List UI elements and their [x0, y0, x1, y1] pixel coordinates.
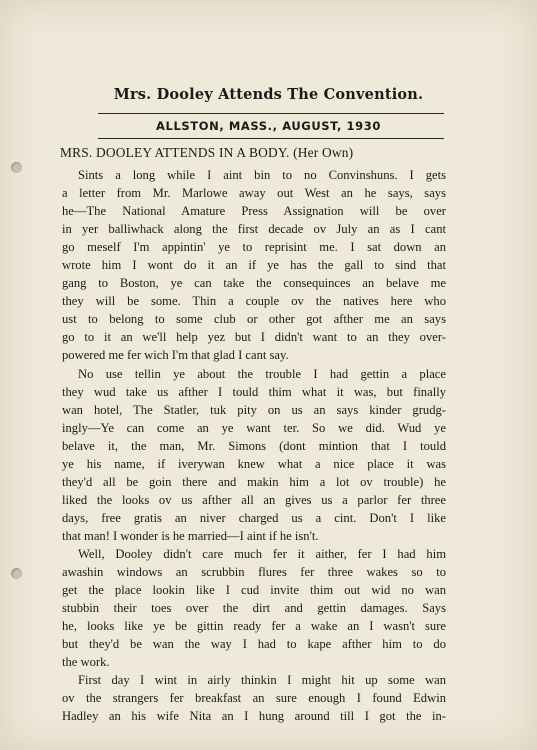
text-line: they wud take us afther I tould thim what it was, but finally: [62, 384, 446, 399]
text-line: belave it, the man, Mr. Simons (dont mintion that I tould: [62, 438, 446, 453]
text-line: he, looks like ye be gittin ready fer a wake an I wasn't sure: [62, 619, 446, 634]
article-paragraph: [62, 365, 446, 545]
text-line: First day I wint in airly thinkin I might hit up some wan: [78, 673, 446, 688]
text-line: Hadley an his wife Nita an I hung around till I got the in-: [62, 709, 446, 724]
text-line: awashin windows an scrubbin flures fer three wakes so to: [62, 565, 446, 580]
text-line: go to it an we'll help yez but I didn't want to an they over-: [62, 330, 446, 345]
article-body: [62, 166, 446, 725]
article-heading: MRS. DOOLEY ATTENDS IN A BODY. (Her Own): [60, 145, 354, 160]
text-line: that man! I wonder is he married—I aint if he isn't.: [62, 528, 319, 543]
text-line: No use tellin ye about the trouble I had gettin a place: [78, 366, 446, 381]
text-line: get the place lookin like I cud invite thim out wid no wan: [62, 583, 446, 598]
divider-rule: [98, 113, 444, 114]
text-line: stubbin their toes over the dirt and gettin damages. Says: [62, 601, 446, 616]
article-paragraph: [62, 671, 446, 725]
dateline: ALLSTON, MASS., AUGUST, 1930: [156, 119, 381, 133]
text-line: powered me fer wich I'm that glad I cant say.: [62, 348, 289, 363]
text-line: Sints a long while I aint bin to no Convinshuns. I gets: [78, 168, 446, 182]
text-line: days, free gratis an niver charged us a cint. Don't I like: [62, 510, 446, 525]
text-line: the work.: [62, 655, 110, 670]
text-line: they'd all be goin there and makin him a lot ov trouble) he: [62, 474, 446, 489]
article-paragraph: [62, 166, 446, 365]
text-line: they will be some. Thin a couple ov the natives here who: [62, 294, 446, 309]
text-line: in yer balliwhack along the first decade ov July an as I cant: [62, 222, 446, 237]
text-line: ye his name, if iverywan knew what a nice place it was: [62, 456, 446, 471]
text-line: he—The National Amature Press Assignation will be over: [62, 204, 446, 219]
text-line: ov the strangers fer breakfast an sure enough I found Edwin: [62, 691, 446, 706]
binder-hole: [11, 162, 22, 173]
text-line: wrote him I wont do it an if ye has the gall to sind that: [62, 258, 446, 273]
text-line: Well, Dooley didn't care much fer it aither, fer I had him: [78, 546, 446, 561]
text-line: liked the looks ov us afther all an gives us a parlor fer three: [62, 492, 446, 507]
text-line: ingly—Ye can come an ye want ter. So we did. Wud ye: [62, 420, 446, 435]
text-line: go meself I'm appintin' ye to reprisint me. I sat down an: [62, 240, 446, 255]
article-paragraph: [62, 545, 446, 671]
text-line: a letter from Mr. Marlowe away out West an he says, says: [62, 186, 446, 201]
page-title: Mrs. Dooley Attends The Convention.: [113, 86, 424, 103]
text-line: but they'd be wan the way I had to kape afther him to do: [62, 637, 446, 652]
divider-rule: [98, 138, 444, 139]
text-line: wan hotel, The Statler, tuk pity on us an says kinder grudg-: [62, 402, 446, 417]
binder-hole: [11, 568, 22, 579]
text-line: gang to Boston, ye can take the consequinces an belave me: [62, 276, 446, 291]
text-line: ust to belong to some club or other got afther me an says: [62, 312, 446, 327]
